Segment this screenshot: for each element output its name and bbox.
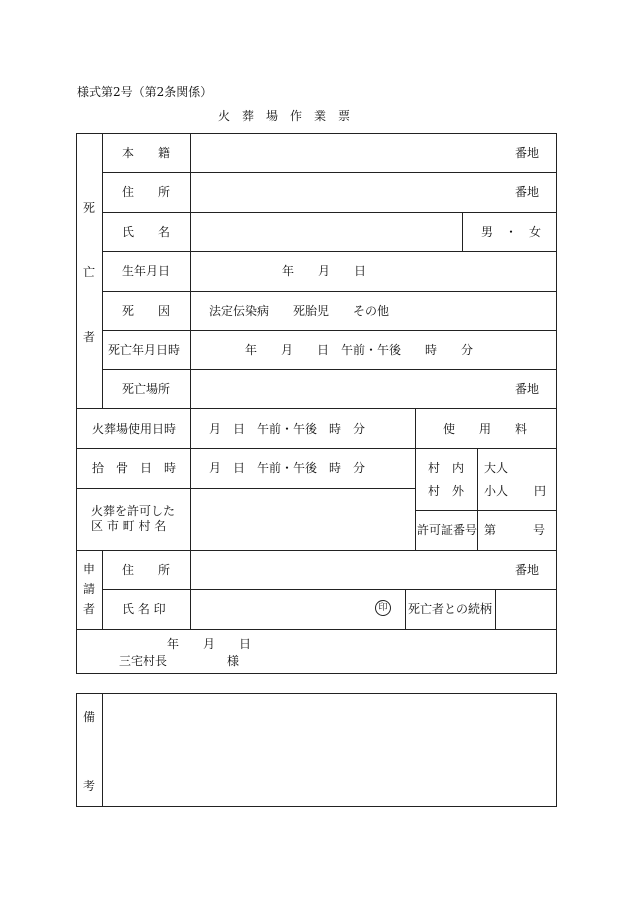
applicant-side-label-1: 申 bbox=[83, 562, 96, 576]
child-label: 小人 bbox=[484, 484, 509, 498]
death-place-label: 死亡場所 bbox=[122, 382, 171, 396]
applicant-address-suffix: 番地 bbox=[515, 563, 540, 577]
cause-options[interactable]: 法定伝染病 死胎児 その他 bbox=[209, 304, 390, 318]
remarks-label-top: 備 bbox=[83, 710, 96, 724]
bone-collection-datetime-field[interactable]: 月 日 午前・午後 時 分 bbox=[209, 461, 366, 475]
village-out-label: 村 外 bbox=[428, 484, 465, 498]
applicant-name-field[interactable] bbox=[191, 590, 404, 628]
honseki-label: 本 籍 bbox=[122, 146, 171, 160]
cause-label: 死 因 bbox=[122, 304, 171, 318]
name-label: 氏 名 bbox=[122, 225, 171, 239]
fee-label: 使 用 料 bbox=[443, 422, 528, 436]
page-title: 火 葬 場 作 業 票 bbox=[218, 109, 351, 123]
crematorium-label: 火葬場使用日時 bbox=[92, 422, 177, 436]
remarks-label-bottom: 考 bbox=[83, 779, 96, 793]
birth-label: 生年月日 bbox=[122, 264, 171, 278]
name-field[interactable] bbox=[191, 213, 461, 251]
relation-field[interactable] bbox=[496, 590, 556, 628]
address-suffix: 番地 bbox=[515, 185, 540, 199]
honseki-suffix: 番地 bbox=[515, 146, 540, 160]
relation-label: 死亡者との続柄 bbox=[408, 602, 493, 616]
applicant-address-field[interactable] bbox=[191, 551, 556, 588]
remarks-field[interactable] bbox=[103, 694, 555, 805]
deceased-side-label-2: 亡 bbox=[83, 265, 96, 279]
death-datetime-field[interactable]: 年 月 日 午前・午後 時 分 bbox=[245, 343, 474, 357]
address-field[interactable] bbox=[191, 173, 556, 211]
birth-date-field[interactable]: 年 月 日 bbox=[282, 264, 367, 278]
crematorium-datetime-field[interactable]: 月 日 午前・午後 時 分 bbox=[209, 422, 366, 436]
address-label: 住 所 bbox=[122, 185, 171, 199]
death-datetime-label: 死亡年月日時 bbox=[108, 343, 181, 357]
yen-label: 円 bbox=[534, 484, 547, 498]
permit-number-prefix: 第 bbox=[484, 523, 497, 537]
addressee: 三宅村長 様 bbox=[119, 654, 240, 668]
death-place-field[interactable] bbox=[191, 370, 556, 408]
deceased-side-label-3: 者 bbox=[83, 330, 96, 344]
applicant-side-label-2: 請 bbox=[83, 582, 96, 596]
applicant-address-label: 住 所 bbox=[122, 563, 171, 577]
village-in-label: 村 内 bbox=[428, 461, 465, 475]
death-place-suffix: 番地 bbox=[515, 382, 540, 396]
adult-label: 大人 bbox=[484, 461, 509, 475]
permit-municipality-label-2: 区 市 町 村 名 bbox=[91, 519, 167, 533]
permit-number-suffix: 号 bbox=[533, 523, 546, 537]
bone-collection-label: 拾 骨 日 時 bbox=[92, 461, 177, 475]
sex-selector[interactable]: 男 ・ 女 bbox=[481, 225, 542, 239]
deceased-side-label-1: 死 bbox=[83, 201, 96, 215]
permit-number-label: 許可証番号 bbox=[417, 523, 478, 537]
permit-municipality-label-1: 火葬を許可した bbox=[91, 504, 176, 518]
form-number: 様式第2号（第2条関係） bbox=[77, 85, 213, 99]
permit-municipality-field[interactable] bbox=[191, 489, 414, 549]
seal-icon: 印 bbox=[375, 600, 391, 616]
applicant-name-label: 氏 名 印 bbox=[122, 602, 166, 616]
submission-date[interactable]: 年 月 日 bbox=[167, 637, 252, 651]
applicant-side-label-3: 者 bbox=[83, 602, 96, 616]
honseki-field[interactable] bbox=[191, 134, 556, 172]
